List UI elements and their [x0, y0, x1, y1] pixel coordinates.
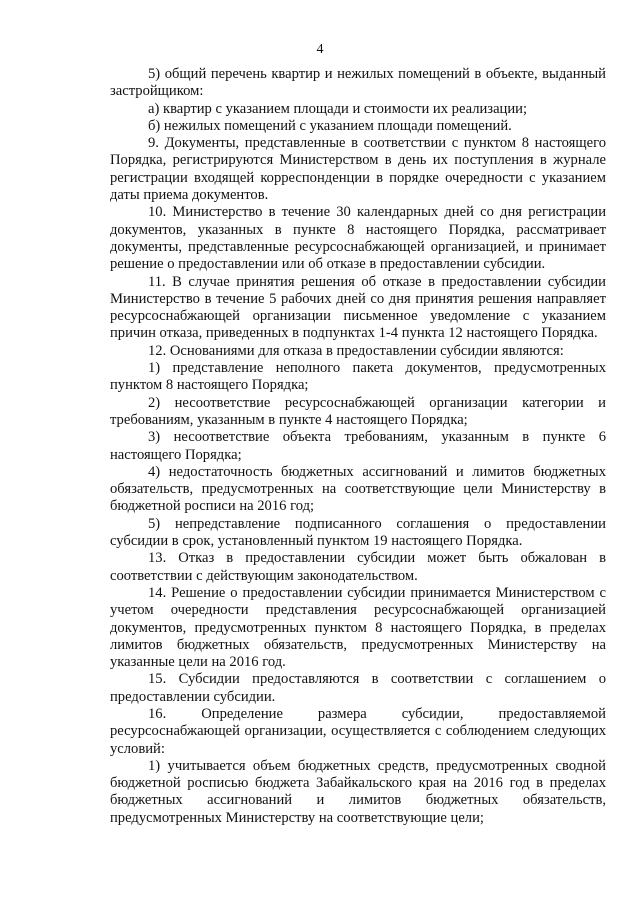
paragraph-clause-12-item-3: 3) несоответствие объекта требованиям, указанным в пункте 6 настоящего Порядка; — [110, 429, 606, 463]
paragraph-list-item-5: 5) общий перечень квартир и нежилых помещений в объекте, выданный застройщиком: — [110, 66, 606, 100]
paragraph-subitem-b: б) нежилых помещений с указанием площади помещений. — [148, 117, 512, 134]
paragraph-clause-12: 12. Основаниями для отказа в предоставлении субсидии являются: — [148, 342, 564, 359]
page-number: 4 — [316, 42, 324, 57]
paragraph-clause-16: 16. Определение размера субсидии, предоставляемой ресурсоснабжающей организации, осуществляется с соблюдением следующих условий: — [110, 705, 606, 757]
paragraph-clause-11: 11. В случае принятия решения об отказе в предоставлении субсидии Министерство в течение 5 рабочих дней со дня принятия решения направляет ресурсоснабжающей организации письменное уведомление с указанием причин отказа, приведенных в подпунктах 1-4 пункта 12 настоящего Порядка. — [110, 273, 606, 342]
paragraph-subitem-a: а) квартир с указанием площади и стоимости их реализации; — [148, 100, 528, 117]
paragraph-clause-12-item-2: 2) несоответствие ресурсоснабжающей организации категории и требованиям, указанным в пункте 4 настоящего Порядка; — [110, 394, 606, 428]
paragraph-clause-16-item-1: 1) учитывается объем бюджетных средств, предусмотренных сводной бюджетной росписью бюджета Забайкальского края на 2016 год в пределах бюджетных ассигнований и лимитов бюджетных обязательств, предусмотренных Министерству на соответствующие цели; — [110, 757, 606, 826]
paragraph-clause-10: 10. Министерство в течение 30 календарных дней со дня регистрации документов, указанных в пункте 8 настоящего Порядка, рассматривает документы, представленные ресурсоснабжающей организацией, и принимает решение о предоставлении или об отказе в предоставлении субсидии. — [110, 204, 606, 273]
paragraph-clause-12-item-5: 5) непредставление подписанного соглашения о предоставлении субсидии в срок, установленный пунктом 19 настоящего Порядка. — [110, 515, 606, 550]
paragraph-clause-14: 14. Решение о предоставлении субсидии принимается Министерством с учетом очередности представления ресурсоснабжающей организацией документов, предусмотренных пунктом 8 настоящего Порядка, в пределах лимитов бюджетных обязательств, предусмотренных Министерству на указанные цели на 2016 год. — [110, 584, 606, 671]
paragraph-clause-9: 9. Документы, представленные в соответствии с пунктом 8 настоящего Порядка, регистрируются Министерством в день их поступления в журнале регистрации входящей корреспонденции в порядке очередности с указанием даты приема документов. — [110, 135, 606, 204]
paragraph-clause-12-item-4: 4) недостаточность бюджетных ассигнований и лимитов бюджетных обязательств, предусмотренных на соответствующие цели Министерству в бюджетной росписи на 2016 год; — [110, 463, 606, 515]
paragraph-clause-13: 13. Отказ в предоставлении субсидии может быть обжалован в соответствии с действующим законодательством. — [110, 550, 606, 584]
paragraph-clause-12-item-1: 1) представление неполного пакета документов, предусмотренных пунктом 8 настоящего Порядка; — [110, 360, 606, 394]
document-body — [110, 66, 606, 827]
paragraph-clause-15: 15. Субсидии предоставляются в соответствии с соглашением о предоставлении субсидии. — [110, 671, 606, 705]
